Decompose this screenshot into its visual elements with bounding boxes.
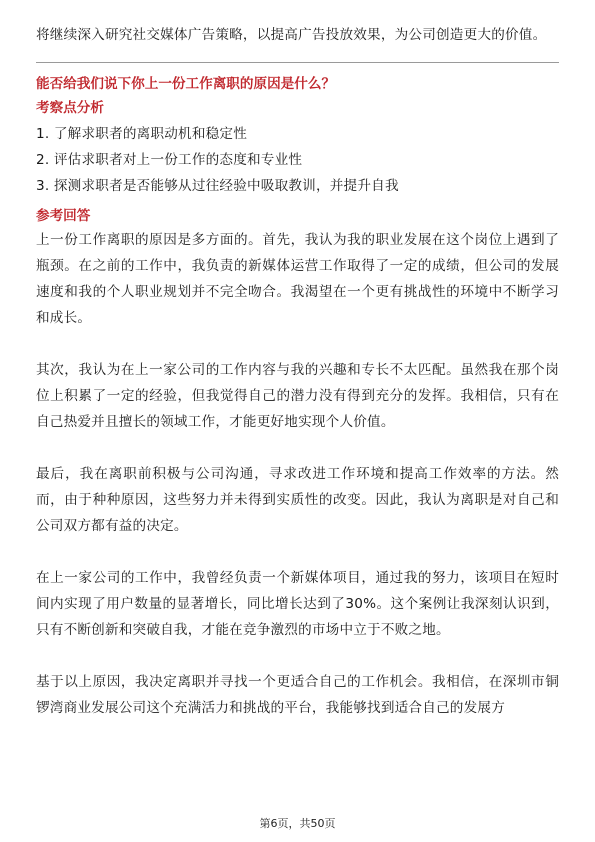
page-content: [36, 22, 559, 721]
answer-paragraph: 其次，我认为在上一家公司的工作内容与我的兴趣和专长不太匹配。虽然我在那个岗位上积累了一定的经验，但我觉得自己的潜力没有得到充分的发挥。我相信，只有在自己热爱并且擅长的领域工作，才能更好地实现个人价值。: [36, 362, 559, 430]
answer-paragraph: 基于以上原因，我决定离职并寻找一个更适合自己的工作机会。我相信，在深圳市铜锣湾商业发展公司这个充满活力和挑战的平台，我能够找到适合自己的发展方: [36, 674, 559, 716]
answer-body: [36, 227, 559, 721]
list-item: 3. 探测求职者是否能够从过往经验中吸取教训，并提升自我: [36, 178, 399, 194]
answer-title: 参考回答: [36, 208, 91, 224]
list-item: 2. 评估求职者对上一份工作的态度和专业性: [36, 152, 303, 168]
section-divider: [36, 62, 559, 63]
intro-paragraph: 将继续深入研究社交媒体广告策略，以提高广告投放效果，为公司创造更大的价值。: [36, 27, 547, 43]
page-number: 第6页，共50页: [259, 817, 336, 830]
answer-paragraph: 上一份工作离职的原因是多方面的。首先，我认为我的职业发展在这个岗位上遇到了瓶颈。在之前的工作中，我负责的新媒体运营工作取得了一定的成绩，但公司的发展速度和我的个人职业规划并不完全吻合。我渴望在一个更有挑战性的环境中不断学习和成长。: [36, 232, 559, 326]
analysis-title: 考察点分析: [36, 100, 104, 116]
answer-paragraph: 最后，我在离职前积极与公司沟通，寻求改进工作环境和提高工作效率的方法。然而，由于种种原因，这些努力并未得到实质性的改变。因此，我认为离职是对自己和公司双方都有益的决定。: [36, 466, 559, 534]
question-heading: 能否给我们说下你上一份工作离职的原因是什么？: [36, 76, 336, 92]
analysis-list: [36, 121, 559, 199]
answer-paragraph: 在上一家公司的工作中，我曾经负责一个新媒体项目，通过我的努力，该项目在短时间内实现了用户数量的显著增长，同比增长达到了30%。这个案例让我深刻认识到，只有不断创新和突破自我，才能在竞争激烈的市场中立于不败之地。: [36, 570, 559, 638]
list-item: 1. 了解求职者的离职动机和稳定性: [36, 126, 248, 142]
